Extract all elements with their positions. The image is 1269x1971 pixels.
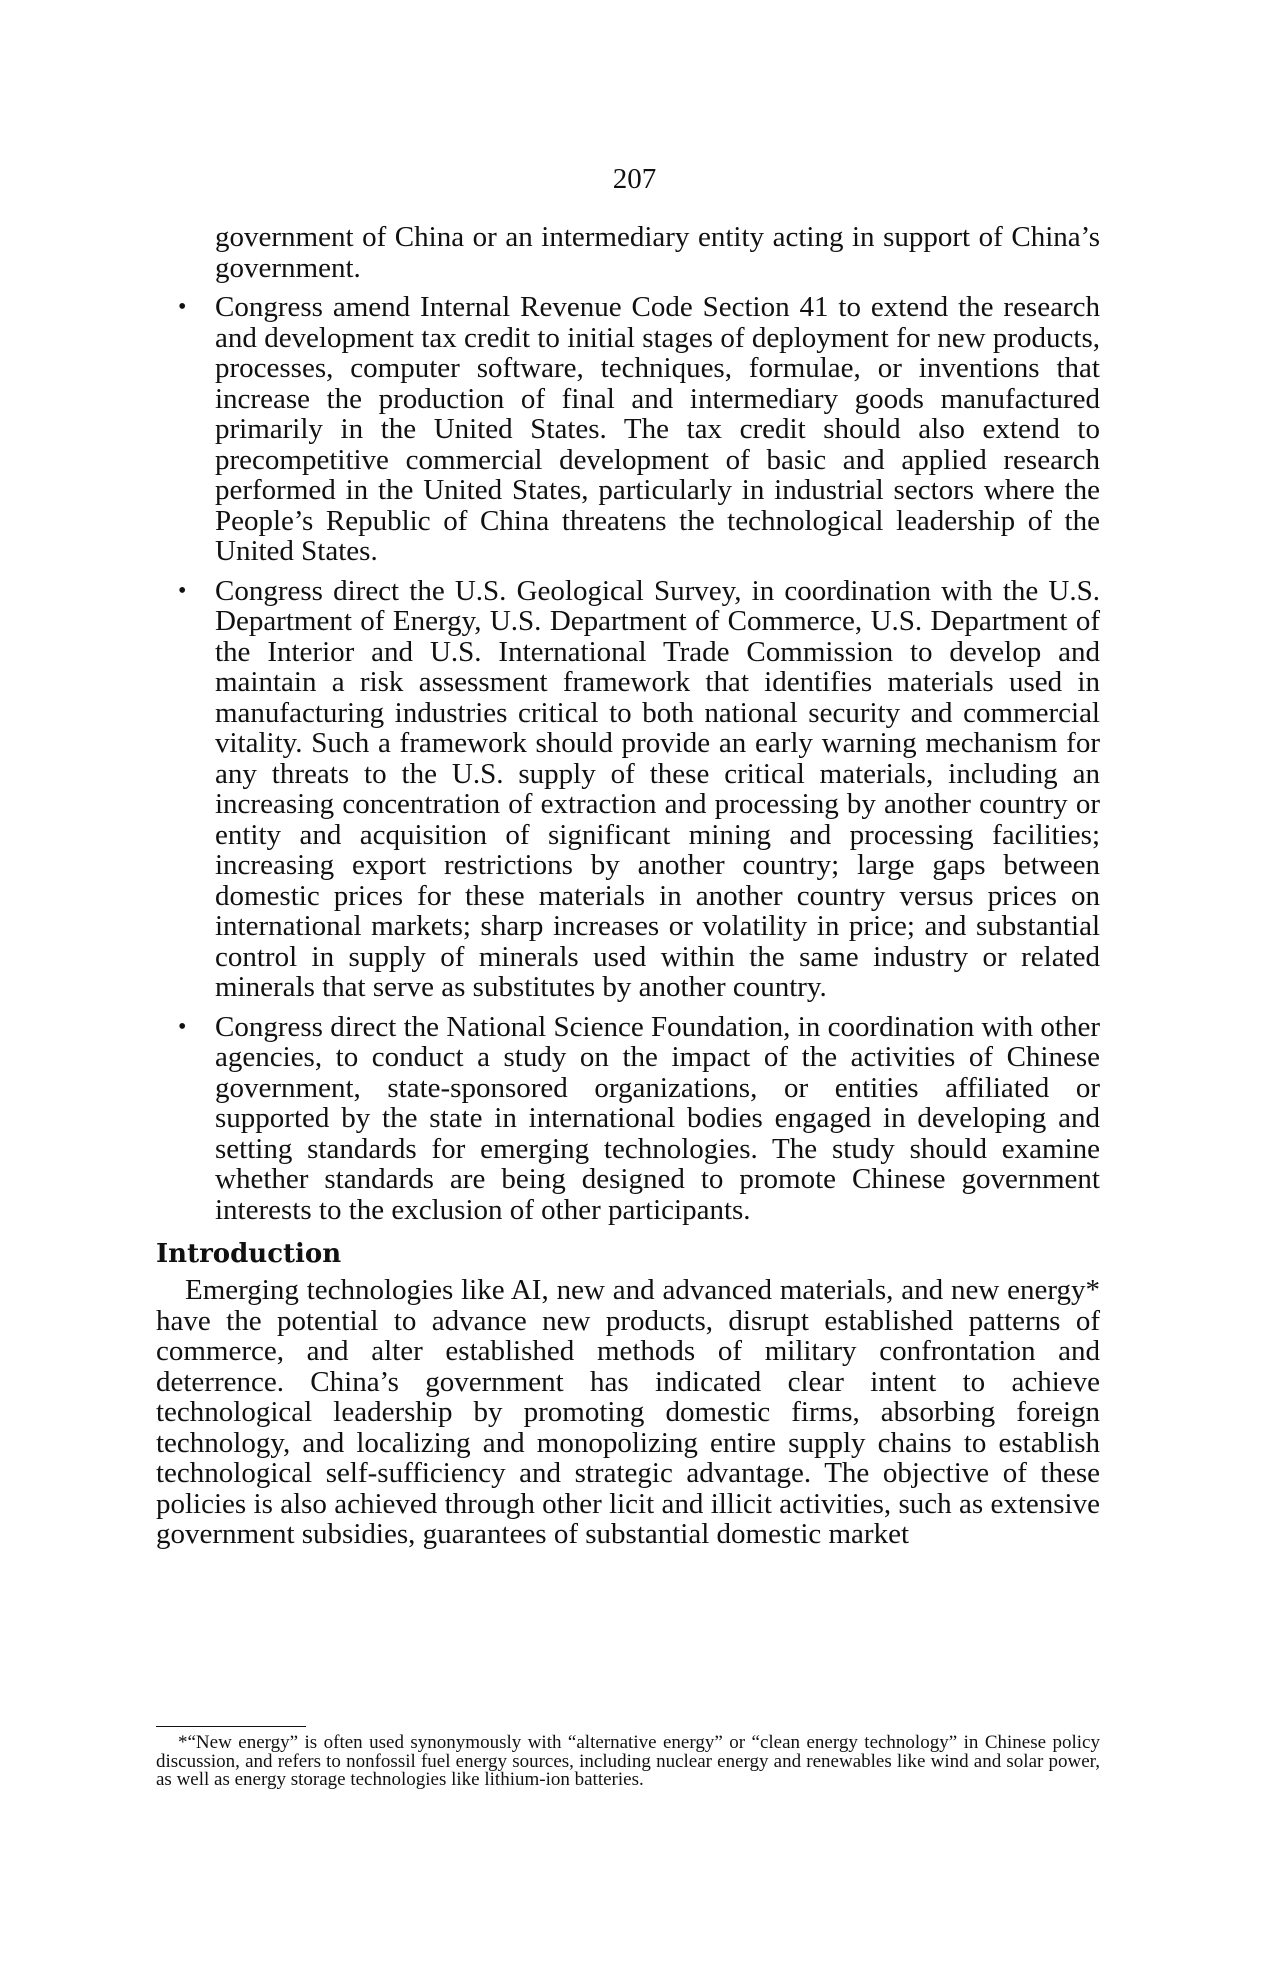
recommendation-text: Congress direct the U.S. Geological Survey, in coordination with the U.S. Department of Energy, U.S. Department of Commerce, U.S. Department of the Interior and U.S. International Trade Commission to develop and maintain a risk assessment framework that identifies materials used in manufacturing industries critical to both national security and commercial vitality. Such a framework should provide an early warning mechanism for any threats to the U.S. supply of these critical materials, including an increasing concentration of extraction and processing by another country or entity and acquisition of significant mining and processing facilities; increasing export restrictions by another country; large gaps between domestic prices for these materials in another country versus prices on international markets; sharp increases or volatility in price; and substantial control in supply of minerals used within the same industry or related minerals that serve as substitutes by another country. [215,574,1100,1003]
introduction-paragraph: Emerging technologies like AI, new and advanced materials, and new energy* have the potential to advance new products, disrupt established patterns of commerce, and alter established methods of military confrontation and deterrence. China’s government has indicated clear intent to achieve technological leadership by promoting domestic firms, absorbing foreign technology, and localizing and monopolizing entire supply chains to establish technological self-sufficiency and strategic advantage. The objective of these policies is also achieved through other licit and illicit activities, such as extensive government subsidies, guarantees of substantial domestic market [156,1274,1100,1550]
page-body [156,222,1100,1550]
recommendation-item [156,1012,1100,1226]
continued-recommendation-text: government of China or an intermediary entity acting in support of China’s government. [215,221,1100,284]
recommendation-list [156,292,1100,1225]
section-heading-introduction: Introduction [156,1239,342,1269]
bullet-icon: • [178,1013,187,1040]
recommendation-text: Congress amend Internal Revenue Code Section 41 to extend the research and development tax credit to initial stages of deployment for new products, processes, computer software, techniques, formulae, or inventions that increase the production of final and intermediary goods manufactured primarily in the United States. The tax credit should also extend to precompetitive commercial development of basic and applied research performed in the United States, particularly in industrial sectors where the People’s Republic of China threatens the technological leadership of the United States. [215,291,1100,567]
page-number: 207 [612,163,657,195]
bullet-icon: • [178,294,187,320]
recommendation-text: Congress direct the National Science Foundation, in coordination with other agencies, to conduct a study on the impact of the activities of Chinese government, state-sponsored organizations, or entities affiliated or supported by the state in international bodies engaged in developing and setting standards for emerging technologies. The study should examine whether standards are being designed to promote Chinese government interests to the exclusion of other participants. [215,1010,1100,1226]
recommendation-item [156,576,1100,1003]
footnote-divider [156,1726,306,1727]
recommendation-item [156,292,1100,567]
bullet-icon: • [178,577,187,604]
footnote: *“New energy” is often used synonymously with “alternative energy” or “clean energy technology” in Chinese policy discussion, and refers to nonfossil fuel energy sources, including nuclear energy and renewables like wind and solar power, as well as energy storage technologies like lithium-ion batteries. [156,1732,1100,1790]
